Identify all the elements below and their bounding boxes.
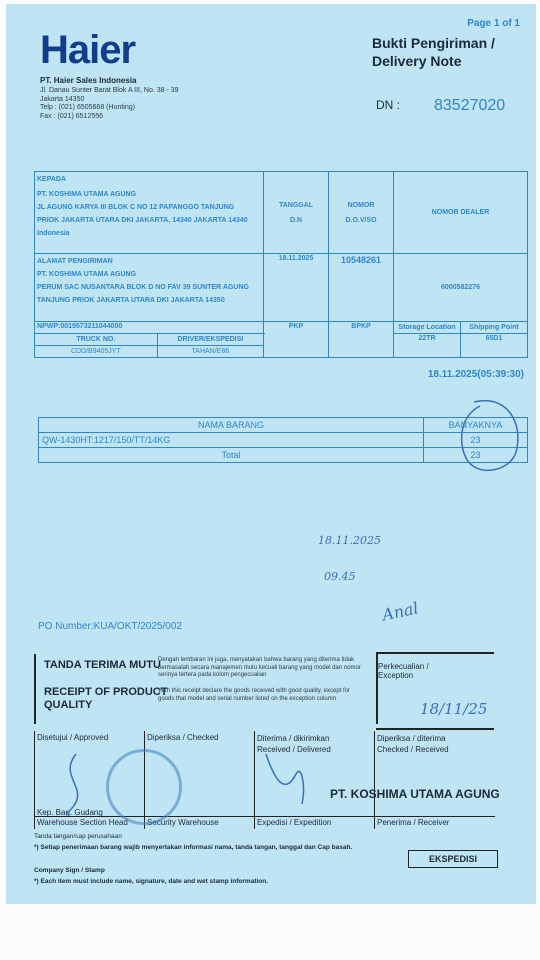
haier-logo: Haier xyxy=(40,28,136,72)
dealer-number-cell: 6000582276 xyxy=(394,254,528,322)
title-line-2: Delivery Note xyxy=(372,53,462,69)
bpkp-cell: BPKP xyxy=(329,322,394,358)
expedition-signature xyxy=(256,744,326,814)
driver-value: TAHAN/E86 xyxy=(157,346,263,358)
handwritten-signature: Anal xyxy=(380,598,421,625)
dn-col-label: D.N xyxy=(289,216,303,224)
handwritten-date-2: 18/11/25 xyxy=(420,700,488,718)
delivery-note-sheet xyxy=(6,4,536,904)
received-label: Diperiksa / diterima Checked / Received xyxy=(377,734,449,754)
item-name-cell: QW-1430HT:1217/150/TT/14KG xyxy=(39,433,424,448)
dn-number: 83527020 xyxy=(434,97,506,114)
ship-address-1: PERUM SAC NUSANTARA BLOK D NO FAV 39 SUNTER AGUNG xyxy=(37,284,249,291)
total-qty: 23 xyxy=(424,448,528,463)
address-line: Jl. Danau Sunter Barat Blok A III, No. 38 - 39 xyxy=(40,87,179,94)
dn-label: DN : xyxy=(376,98,400,112)
address-line: Jakarta 14350 xyxy=(40,95,85,103)
exception-box xyxy=(376,652,494,730)
date-cell: 18.11.2025 xyxy=(264,254,329,322)
buyer-name: PT. KOSHIMA UTAMA AGUNG xyxy=(37,191,137,198)
print-timestamp: 18.11.2025(05:39:30) xyxy=(427,369,524,380)
address-line: Telp : (021) 6505668 (Hunting) xyxy=(40,104,135,111)
approved-role-1: Kep. Bag. Gudang xyxy=(37,808,103,817)
receipt-quality-box xyxy=(34,654,378,724)
kepada-label: KEPADA xyxy=(37,176,67,183)
ship-address-2: TANJUNG PRIOK JAKARTA UTARA DKI JAKARTA 14350 xyxy=(37,297,225,304)
receipt-title-id: TANDA TERIMA MUTU xyxy=(44,659,161,671)
buyer-country: Indonesia xyxy=(37,230,70,237)
checked-label: Diperiksa / Checked xyxy=(147,733,219,742)
handwritten-date: 18.11.2025 xyxy=(318,534,381,547)
shipping-value: 65D1 xyxy=(461,334,528,358)
item-qty-header: BANYAKNYA xyxy=(424,418,528,433)
storage-value: 22TR xyxy=(394,334,461,358)
handwritten-time: 09.45 xyxy=(324,570,356,583)
receipt-title-en-1: RECEIPT OF PRODUCT xyxy=(44,686,168,698)
dealer-header: NOMOR DEALER xyxy=(394,172,528,254)
nomor-header xyxy=(329,172,394,254)
delivered-label: Diterima / dikirimkan Received / Delivered xyxy=(257,734,331,754)
approved-signature xyxy=(46,749,106,819)
approved-role-2: Warehouse Section Head xyxy=(35,816,145,829)
delivered-role: Expedisi / Expedition xyxy=(255,816,375,829)
storage-header: Storage Location xyxy=(394,322,461,334)
ship-label: ALAMAT PENGIRIMAN xyxy=(37,258,113,265)
nomor-label: NOMOR xyxy=(347,201,375,209)
truck-value: CDD/B9405JYT xyxy=(35,346,158,358)
ship-cell xyxy=(35,254,264,322)
po-number: PO Number:KUA/OKT/2025/002 xyxy=(38,621,182,632)
address-line: Fax : (021) 6512556 xyxy=(40,112,104,120)
do-label: D.O.V/SO xyxy=(345,216,377,224)
shipping-header: Shipping Point xyxy=(461,322,528,334)
exception-label: Perkecualian / Exception xyxy=(378,662,429,680)
tanggal-label: TANGGAL xyxy=(278,201,314,209)
pkp-cell: PKP xyxy=(264,322,329,358)
footer-note-title-id: Tanda tangan/cap perusahaan xyxy=(34,833,122,840)
warehouse-stamp xyxy=(106,749,182,825)
tanggal-header xyxy=(264,172,329,254)
do-number-cell: 10548261 xyxy=(329,254,394,322)
page-indicator: Page 1 of 1 xyxy=(467,18,520,29)
receipt-title-en xyxy=(44,686,167,712)
handwritten-circle-mark xyxy=(446,392,526,482)
total-label: Total xyxy=(39,448,424,463)
item-name-header: NAMA BARANG xyxy=(39,418,424,433)
footer-note-en: *) Each item must include name, signature, date and wet stamp information. xyxy=(34,878,269,885)
copy-label: EKSPEDISI xyxy=(408,850,498,868)
checked-role: Security Warehouse xyxy=(145,816,255,829)
ship-name: PT. KOSHIMA UTAMA AGUNG xyxy=(37,271,137,278)
approved-label: Disetujui / Approved xyxy=(37,733,109,742)
receipt-title-en-2: QUALITY xyxy=(44,699,93,711)
driver-header: DRIVER/EKSPEDISI xyxy=(157,334,263,346)
buyer-address-1: JL AGUNG KARYA III BLOK C NO 12 PAPANGGO TANJUNG xyxy=(37,204,235,211)
title-line-1: Bukti Pengiriman / xyxy=(372,35,495,51)
company-address xyxy=(40,87,179,121)
buyer-cell xyxy=(35,172,264,254)
footer-note-id: *) Setiap penerimaan barang wajib menyertakan informasi nama, tanda tangan, tanggal dan Cap basah. xyxy=(34,844,353,851)
buyer-address-2: PRIOK JAKARTA UTARA DKI JAKARTA, 14340 JAKARTA 14340 xyxy=(37,217,248,224)
receipt-desc-id: Dengan lembaran ini juga, menyatakan bahwa barang yang diterima tidak bermasalah secara manajemen mutu kecuali barang yang model dan nomor serinya tertera pada kolom pengecualian xyxy=(158,657,361,678)
info-table xyxy=(34,171,528,358)
company-name: PT. Haier Sales Indonesia xyxy=(40,76,137,85)
received-column xyxy=(374,731,495,829)
received-role: Penerima / Receiver xyxy=(375,816,495,829)
truck-header: TRUCK NO. xyxy=(35,334,158,346)
item-qty-cell: 23 xyxy=(424,433,528,448)
receipt-desc-en: With this receipt declare the goods received with good quality, except for goods that model and serial number listed on the exception column xyxy=(158,688,350,702)
npwp-cell: NPWP:0019573211044000 xyxy=(35,322,264,334)
receiver-company-stamp: PT. KOSHIMA UTAMA AGUNG xyxy=(330,787,500,801)
document-title xyxy=(372,34,532,70)
footer-note-title-en: Company Sign / Stamp xyxy=(34,867,105,874)
